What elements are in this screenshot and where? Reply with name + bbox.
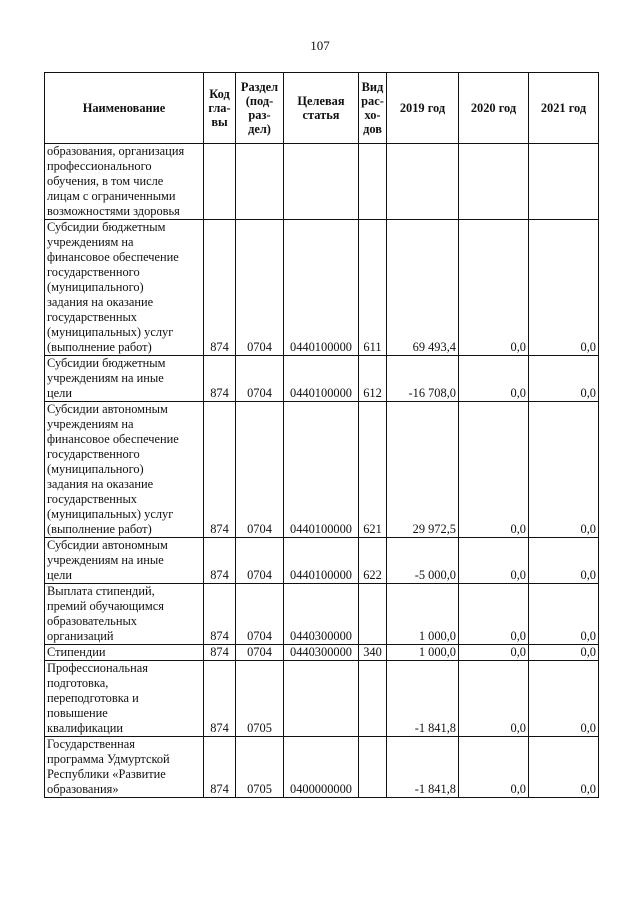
cell-purpose: 0440100000 — [284, 538, 359, 584]
cell-y2020: 0,0 — [459, 661, 529, 737]
cell-name — [45, 737, 204, 798]
cell-purpose: 0440300000 — [284, 584, 359, 645]
cell-name — [45, 356, 204, 402]
cell-code: 874 — [204, 584, 236, 645]
header-2019: 2019 год — [387, 73, 459, 144]
cell-purpose: 0400000000 — [284, 737, 359, 798]
cell-name — [45, 538, 204, 584]
row-name-text: Субсидии автономным учреждениям на иные цели — [47, 538, 168, 582]
cell-name — [45, 645, 204, 661]
table-row — [45, 645, 599, 661]
table-row — [45, 661, 599, 737]
header-code: Код гла-вы — [204, 73, 236, 144]
table-row — [45, 144, 599, 220]
cell-y2019 — [387, 144, 459, 220]
row-name-text: Профессиональная подготовка, переподготовка и повышение квалификации — [47, 661, 148, 735]
cell-section: 0704 — [236, 645, 284, 661]
table-row — [45, 737, 599, 798]
cell-type: 621 — [359, 402, 387, 538]
cell-y2020: 0,0 — [459, 538, 529, 584]
row-name-text: Выплата стипендий, премий обучающимся образовательных организаций — [47, 584, 164, 643]
cell-section: 0704 — [236, 402, 284, 538]
cell-type: 612 — [359, 356, 387, 402]
cell-y2021: 0,0 — [529, 584, 599, 645]
row-name-text: Государственная программа Удмуртской Республики «Развитие образования» — [47, 737, 170, 796]
header-2021: 2021 год — [529, 73, 599, 144]
header-type: Вид рас-хо-дов — [359, 73, 387, 144]
header-section: Раздел (под-раз-дел) — [236, 73, 284, 144]
cell-y2019: -5 000,0 — [387, 538, 459, 584]
cell-code: 874 — [204, 402, 236, 538]
table-body — [45, 144, 599, 798]
cell-y2019: 69 493,4 — [387, 220, 459, 356]
cell-y2021: 0,0 — [529, 737, 599, 798]
cell-purpose: 0440100000 — [284, 356, 359, 402]
row-name-text: образования, организация профессионального обучения, в том числе лицам с ограниченными возможностями здоровья — [47, 144, 185, 218]
cell-purpose — [284, 661, 359, 737]
cell-y2019: -1 841,8 — [387, 661, 459, 737]
header-purpose: Целевая статья — [284, 73, 359, 144]
budget-table — [44, 72, 599, 798]
cell-section: 0704 — [236, 538, 284, 584]
table-row — [45, 538, 599, 584]
cell-y2021: 0,0 — [529, 645, 599, 661]
cell-y2020: 0,0 — [459, 356, 529, 402]
cell-name — [45, 220, 204, 356]
cell-code: 874 — [204, 220, 236, 356]
cell-code: 874 — [204, 737, 236, 798]
header-name: Наименование — [45, 73, 204, 144]
cell-y2019: 29 972,5 — [387, 402, 459, 538]
cell-section: 0704 — [236, 584, 284, 645]
cell-y2021: 0,0 — [529, 661, 599, 737]
cell-y2019: -1 841,8 — [387, 737, 459, 798]
cell-name — [45, 402, 204, 538]
cell-name — [45, 584, 204, 645]
cell-y2020: 0,0 — [459, 645, 529, 661]
row-name-text: Стипендии — [47, 645, 106, 659]
cell-y2021: 0,0 — [529, 538, 599, 584]
cell-section — [236, 144, 284, 220]
header-row — [45, 73, 599, 144]
cell-y2020: 0,0 — [459, 402, 529, 538]
cell-code: 874 — [204, 538, 236, 584]
row-name-text: Субсидии бюджетным учреждениям на иные цели — [47, 356, 166, 400]
cell-y2021: 0,0 — [529, 220, 599, 356]
cell-y2020: 0,0 — [459, 584, 529, 645]
page-number: 107 — [310, 38, 330, 53]
cell-section: 0705 — [236, 737, 284, 798]
row-name-text: Субсидии бюджетным учреждениям на финансовое обеспечение государственного (муниципального) задания на оказание государственных (муниципальных) услуг (выполнение работ) — [47, 220, 179, 354]
cell-purpose — [284, 144, 359, 220]
table-row — [45, 220, 599, 356]
cell-purpose: 0440100000 — [284, 220, 359, 356]
cell-type — [359, 584, 387, 645]
cell-code: 874 — [204, 356, 236, 402]
cell-section: 0705 — [236, 661, 284, 737]
cell-name — [45, 661, 204, 737]
cell-code: 874 — [204, 645, 236, 661]
cell-y2020 — [459, 144, 529, 220]
cell-y2019: -16 708,0 — [387, 356, 459, 402]
cell-purpose: 0440100000 — [284, 402, 359, 538]
cell-y2020: 0,0 — [459, 737, 529, 798]
table-row — [45, 356, 599, 402]
cell-type — [359, 144, 387, 220]
cell-y2021: 0,0 — [529, 356, 599, 402]
cell-type: 622 — [359, 538, 387, 584]
cell-y2021: 0,0 — [529, 402, 599, 538]
cell-purpose: 0440300000 — [284, 645, 359, 661]
cell-type — [359, 661, 387, 737]
cell-y2019: 1 000,0 — [387, 584, 459, 645]
cell-code: 874 — [204, 661, 236, 737]
cell-type: 340 — [359, 645, 387, 661]
row-name-text: Субсидии автономным учреждениям на финансовое обеспечение государственного (муниципального) задания на оказание государственных (муниципальных) услуг (выполнение работ) — [47, 402, 179, 536]
cell-name — [45, 144, 204, 220]
cell-type: 611 — [359, 220, 387, 356]
cell-section: 0704 — [236, 356, 284, 402]
cell-y2019: 1 000,0 — [387, 645, 459, 661]
cell-type — [359, 737, 387, 798]
table-row — [45, 584, 599, 645]
cell-y2020: 0,0 — [459, 220, 529, 356]
cell-code — [204, 144, 236, 220]
cell-section: 0704 — [236, 220, 284, 356]
header-2020: 2020 год — [459, 73, 529, 144]
table-row — [45, 402, 599, 538]
cell-y2021 — [529, 144, 599, 220]
